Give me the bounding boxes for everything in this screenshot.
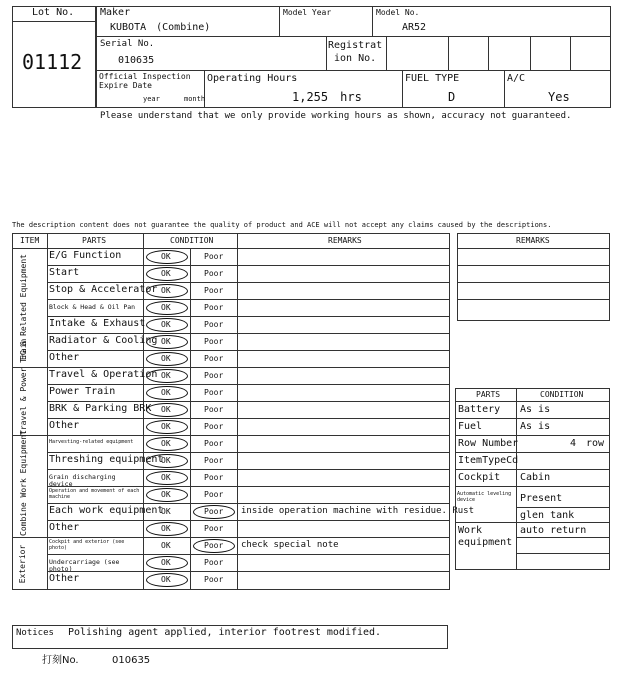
work-equipment-label-line2: equipment <box>458 537 513 548</box>
selected-condition-circle <box>146 267 188 281</box>
condition-poor[interactable]: Poor <box>204 422 224 431</box>
condition-poor[interactable]: Poor <box>204 320 224 329</box>
part-name: Other <box>49 573 80 584</box>
condition-ok[interactable]: OK <box>161 490 171 499</box>
model-no-label: Model No. <box>376 8 420 17</box>
condition-poor[interactable]: Poor <box>204 371 224 380</box>
col-item-header: ITEM <box>20 236 40 245</box>
selected-condition-circle <box>146 386 188 400</box>
operating-hours-label: Operating Hours <box>207 73 298 84</box>
part-name: Stop & Accelerator <box>49 284 158 295</box>
selected-condition-circle <box>146 284 188 298</box>
work-equipment-value-1: glen tank <box>520 510 575 521</box>
condition-ok[interactable]: OK <box>161 337 171 346</box>
condition-poor[interactable]: Poor <box>204 507 224 516</box>
selected-condition-circle <box>146 556 188 570</box>
part-name: Cockpit and exterior (see photo) <box>49 539 125 551</box>
operating-hours-value: 1,255 hrs <box>292 90 362 104</box>
fuel-label: Fuel <box>458 421 483 432</box>
fuel-type-label: FUEL TYPE <box>405 73 460 84</box>
condition-poor[interactable]: Poor <box>204 575 224 584</box>
lot-label: Lot No. <box>32 7 75 18</box>
inspection-label-line1: Official Inspection <box>99 72 191 81</box>
condition-ok[interactable]: OK <box>161 524 171 533</box>
selected-condition-circle <box>146 301 188 315</box>
condition-ok[interactable]: OK <box>161 269 171 278</box>
row-number-label: Row Number <box>458 438 519 449</box>
work-equipment-label-line1: Work <box>458 525 483 536</box>
auto-leveling-label: Automatic leveling device <box>457 491 512 503</box>
battery-label: Battery <box>458 404 501 415</box>
condition-ok[interactable]: OK <box>161 473 171 482</box>
model-no-value: AR52 <box>402 22 427 33</box>
group-label-eg: EG & Related Equipment <box>19 254 28 360</box>
model-year-label: Model Year <box>283 8 332 17</box>
condition-ok[interactable]: OK <box>161 388 171 397</box>
selected-condition-circle <box>146 420 188 434</box>
row-remark: inside operation machine with residue. Rust <box>241 506 474 516</box>
col-condition-header: CONDITION <box>170 236 214 245</box>
condition-ok[interactable]: OK <box>161 320 171 329</box>
selected-condition-circle <box>146 335 188 349</box>
condition-ok[interactable]: OK <box>161 456 171 465</box>
condition-ok[interactable]: OK <box>161 252 171 261</box>
col-parts-header: PARTS <box>82 236 107 245</box>
group-label-travel: Travel & Power Train <box>19 338 28 435</box>
battery-value: As is <box>520 404 551 415</box>
selected-condition-circle <box>146 573 188 587</box>
part-name: Undercarriage (see photo) <box>49 558 120 573</box>
condition-ok[interactable]: OK <box>161 507 171 516</box>
condition-ok[interactable]: OK <box>161 303 171 312</box>
part-name: Block & Head & Oil Pan <box>49 303 136 311</box>
condition-ok[interactable]: OK <box>161 558 171 567</box>
condition-poor[interactable]: Poor <box>204 558 224 567</box>
part-name: Start <box>49 267 80 278</box>
group-label-exterior: Exterior <box>18 544 27 584</box>
condition-poor[interactable]: Poor <box>204 473 224 482</box>
condition-poor[interactable]: Poor <box>204 541 224 550</box>
fuel-type-value: D <box>448 90 456 104</box>
part-name: Grain discharging device <box>49 473 116 488</box>
condition-ok[interactable]: OK <box>161 541 171 550</box>
condition-ok[interactable]: OK <box>161 405 171 414</box>
condition-poor[interactable]: Poor <box>204 388 224 397</box>
condition-poor[interactable]: Poor <box>204 269 224 278</box>
fuel-value: As is <box>520 421 551 432</box>
row-number-value: 4 row <box>570 438 605 449</box>
spec-parts-header: PARTS <box>476 390 501 399</box>
stamp-value: 010635 <box>112 655 151 666</box>
condition-ok[interactable]: OK <box>161 286 171 295</box>
serial-label: Serial No. <box>100 39 155 49</box>
condition-poor[interactable]: Poor <box>204 439 224 448</box>
serial-value: 010635 <box>118 55 155 66</box>
disclaimer: The description content does not guarantee the quality of product and ACE will not accept any claims caused by the descriptions. <box>12 221 552 229</box>
item-type-label: ItemTypeCd <box>458 455 519 466</box>
condition-poor[interactable]: Poor <box>204 252 224 261</box>
lot-number: 01112 <box>22 50 83 74</box>
part-name: Radiator & Cooling <box>49 335 158 346</box>
condition-poor[interactable]: Poor <box>204 337 224 346</box>
selected-condition-circle <box>146 318 188 332</box>
part-name: Each work equipment <box>49 505 164 516</box>
notices-label: Notices <box>16 628 54 638</box>
inspection-label-line2: Expire Date <box>99 81 152 90</box>
condition-ok[interactable]: OK <box>161 575 171 584</box>
part-name: BRK & Parking BRK <box>49 403 152 414</box>
part-name: Power Train <box>49 386 116 397</box>
part-name: Operation and movement of each machine <box>49 488 140 500</box>
group-label-combine: Combine Work Equipment <box>19 430 28 536</box>
selected-condition-circle <box>146 437 188 451</box>
year-label: year <box>143 95 160 103</box>
right-remarks-box <box>457 233 610 321</box>
month-label: month <box>184 95 206 103</box>
selected-condition-circle <box>146 454 188 468</box>
maker-value: KUBOTA (Combine) <box>110 22 211 33</box>
auto-leveling-value: Present <box>520 493 563 504</box>
part-name: Travel & Operation <box>49 369 158 380</box>
part-name: Other <box>49 352 80 363</box>
cockpit-label: Cockpit <box>458 472 501 483</box>
condition-ok[interactable]: OK <box>161 439 171 448</box>
condition-poor[interactable]: Poor <box>204 405 224 414</box>
selected-condition-circle <box>146 250 188 264</box>
part-name: Other <box>49 420 80 431</box>
spec-condition-header: CONDITION <box>540 390 584 399</box>
selected-condition-circle <box>193 539 235 553</box>
selected-condition-circle <box>146 522 188 536</box>
maker-label: Maker <box>100 7 131 18</box>
selected-condition-circle <box>146 488 188 502</box>
part-name: Other <box>49 522 80 533</box>
part-name: Harvesting-related equipment <box>49 439 134 445</box>
part-name: E/G Function <box>49 250 122 261</box>
selected-condition-circle <box>146 471 188 485</box>
condition-ok[interactable]: OK <box>161 371 171 380</box>
ac-label: A/C <box>507 73 526 84</box>
condition-poor[interactable]: Poor <box>204 524 224 533</box>
condition-poor[interactable]: Poor <box>204 456 224 465</box>
stamp-label: 打刻No. <box>42 655 79 666</box>
part-name: Intake & Exhaust <box>49 318 146 329</box>
cockpit-value: Cabin <box>520 472 551 483</box>
selected-condition-circle <box>146 369 188 383</box>
notices-text: Polishing agent applied, interior footrest modified. <box>68 627 382 638</box>
right-remarks-header: REMARKS <box>516 236 550 245</box>
col-remarks-header: REMARKS <box>328 236 362 245</box>
condition-poor[interactable]: Poor <box>204 490 224 499</box>
hours-accuracy-note: Please understand that we only provide working hours as shown, accuracy not guaranteed. <box>100 111 572 121</box>
work-equipment-value-2: auto return <box>520 525 587 536</box>
ac-value: Yes <box>548 90 570 104</box>
condition-ok[interactable]: OK <box>161 354 171 363</box>
condition-poor[interactable]: Poor <box>204 354 224 363</box>
condition-poor[interactable]: Poor <box>204 303 224 312</box>
row-remark: check special note <box>241 540 339 550</box>
registration-label-line1: Registrat <box>328 40 383 51</box>
selected-condition-circle <box>193 505 235 519</box>
selected-condition-circle <box>146 352 188 366</box>
condition-poor[interactable]: Poor <box>204 286 224 295</box>
part-name: Threshing equipment <box>49 454 164 465</box>
condition-ok[interactable]: OK <box>161 422 171 431</box>
registration-label-line2: ion No. <box>334 53 377 64</box>
selected-condition-circle <box>146 403 188 417</box>
